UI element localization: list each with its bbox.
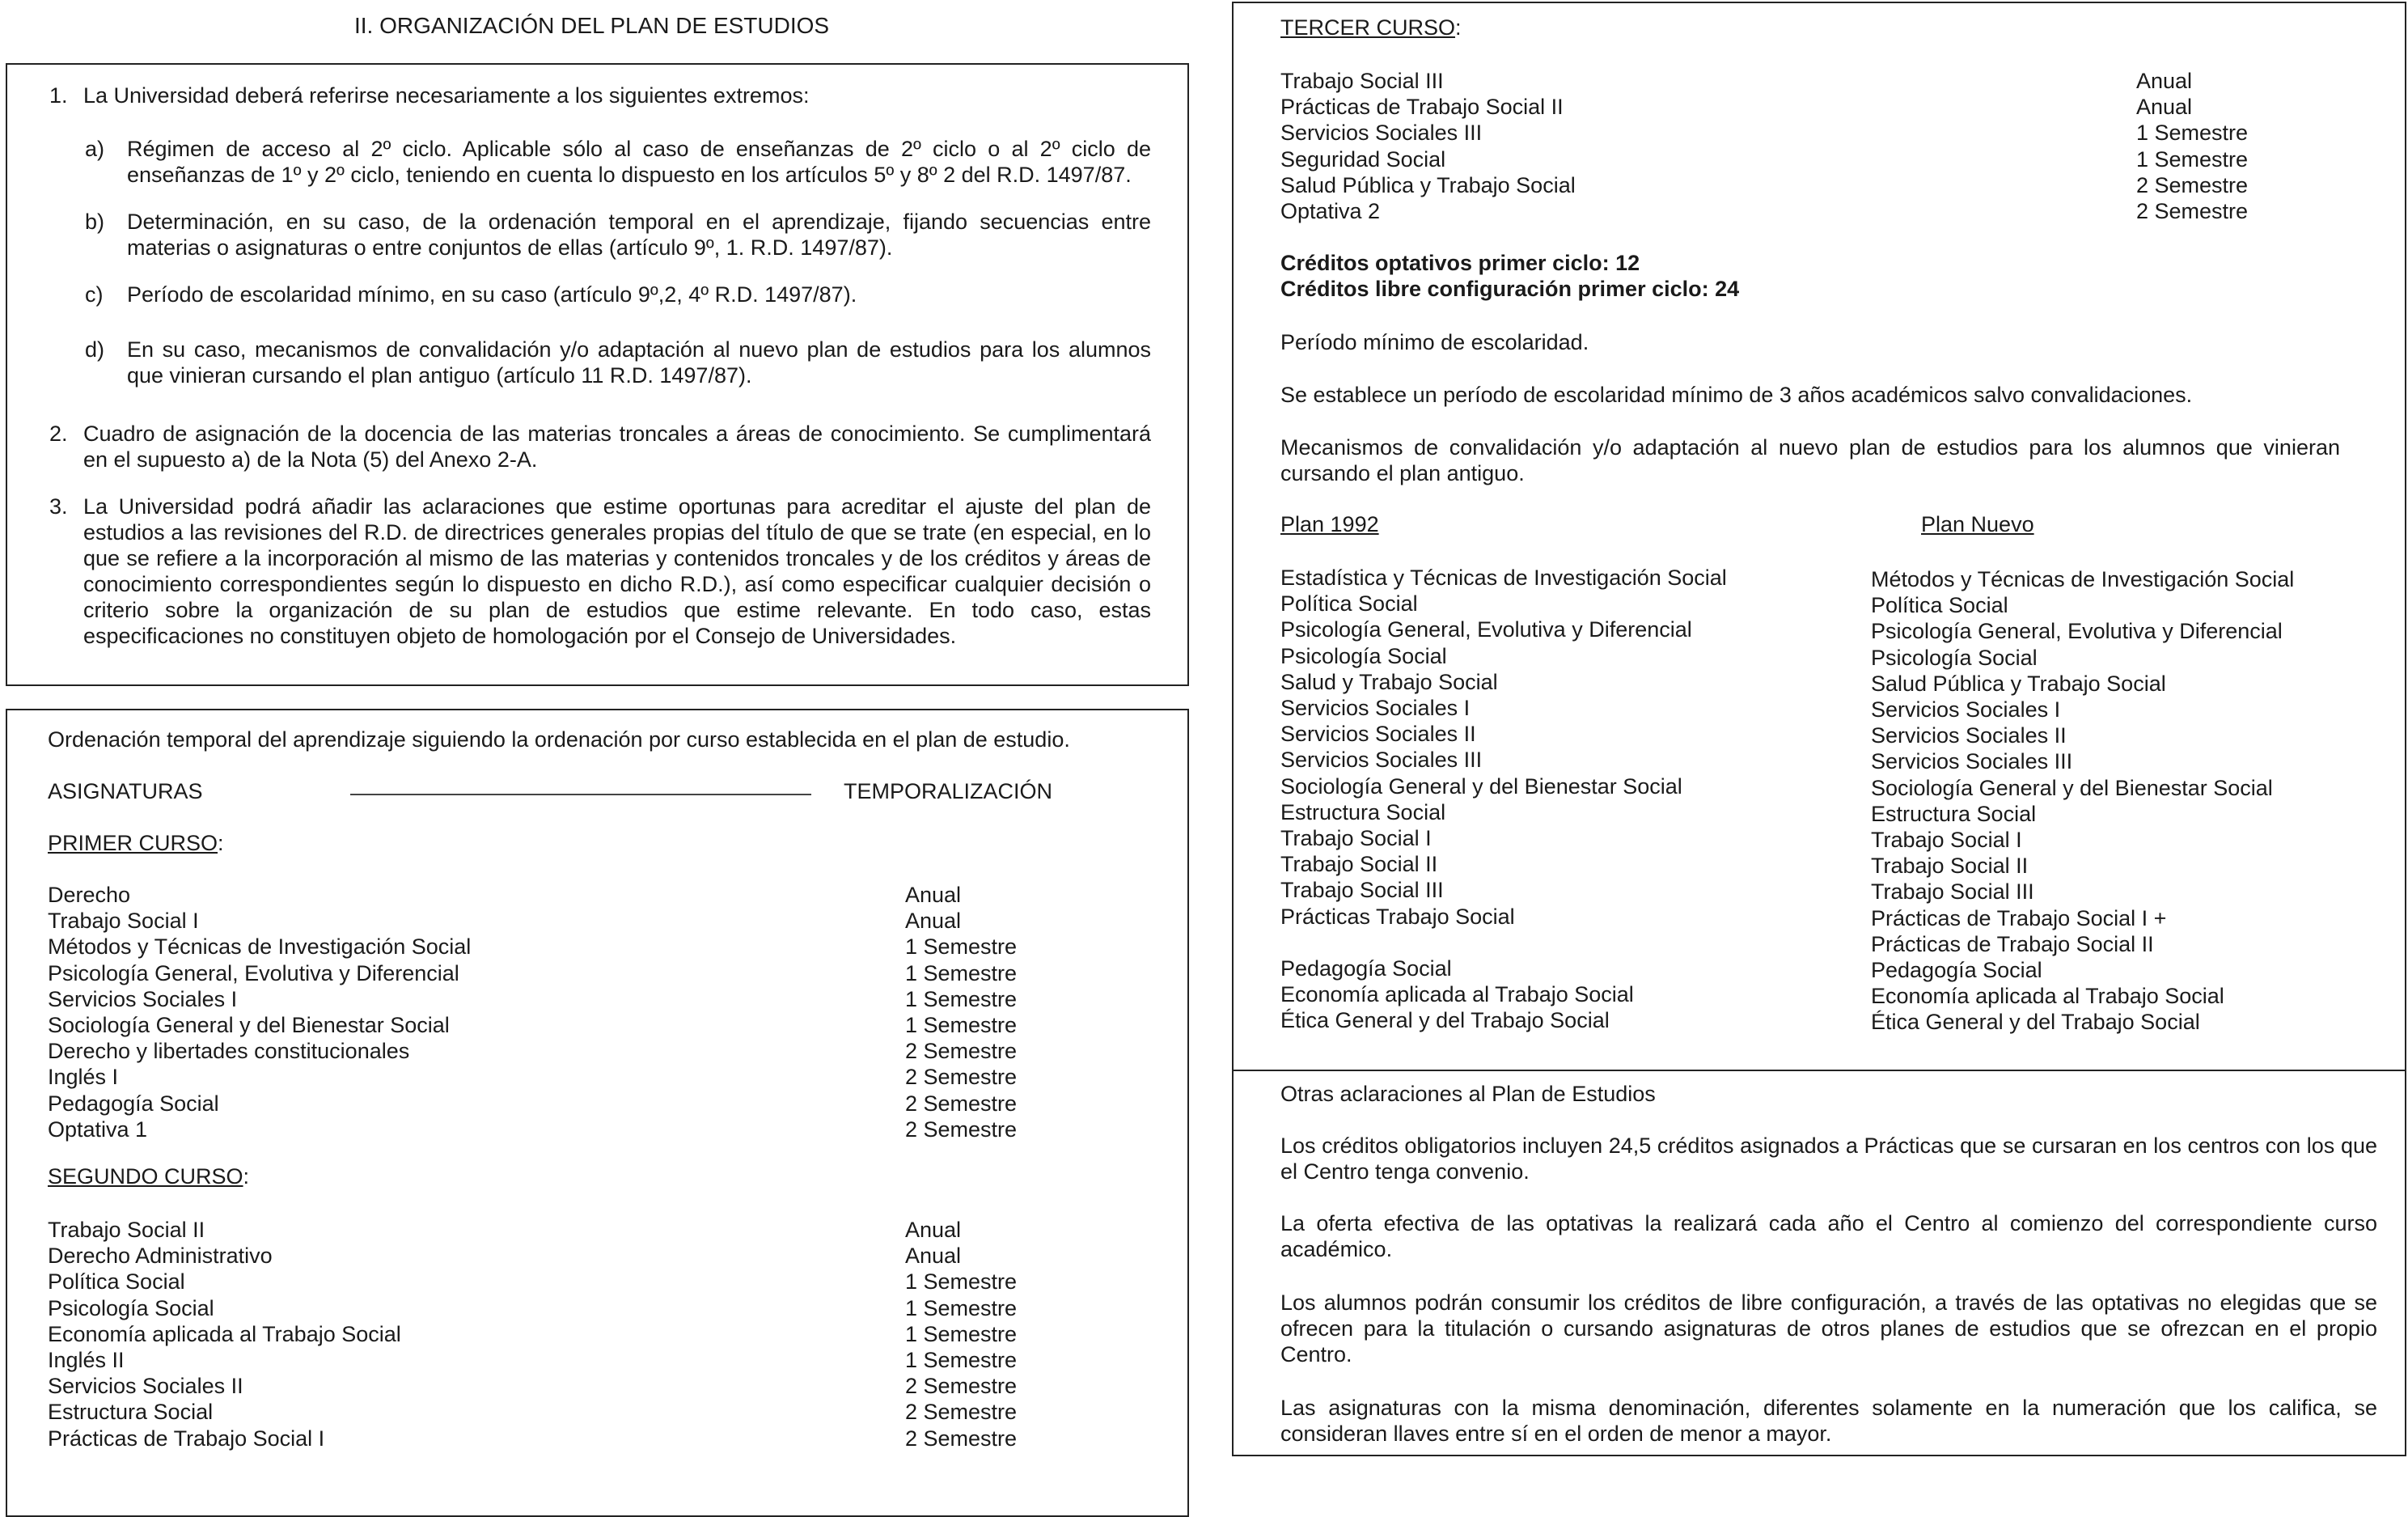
subject-name: Psicología General, Evolutiva y Diferencial (48, 960, 459, 985)
plan-subject: Trabajo Social II (1871, 854, 2029, 879)
requirements-box (6, 63, 1189, 686)
subject-timing: 2 Semestre (2136, 199, 2249, 223)
subject-name: Salud Pública y Trabajo Social (1280, 172, 1576, 197)
clarification-paragraph: La oferta efectiva de las optativas la realizará cada año el Centro al comienzo del correspondiente curso académico. (1280, 1211, 2377, 1261)
plan-subject: Ética General y del Trabajo Social (1280, 1008, 1610, 1033)
column-header-subjects: ASIGNATURAS (48, 779, 203, 803)
plan-subject: Salud y Trabajo Social (1280, 669, 1498, 694)
subject-timing: Anual (905, 1244, 962, 1269)
subject-name: Psicología Social (48, 1295, 214, 1320)
box-intro: Ordenación temporal del aprendizaje siguiendo la ordenación por curso establecida en el plan de estudio. (48, 727, 1070, 752)
subject-timing: 2 Semestre (905, 1039, 1018, 1064)
subject-name: Optativa 2 (1280, 199, 1381, 223)
course-heading-colon: : (243, 1164, 250, 1189)
course-heading (48, 1163, 249, 1189)
subject-timing: 2 Semestre (905, 1374, 1018, 1399)
subject-timing: 2 Semestre (905, 1117, 1018, 1142)
plan-subject: Trabajo Social III (1280, 878, 1444, 903)
plan-subject: Servicios Sociales II (1280, 722, 1476, 747)
subject-name: Política Social (48, 1269, 185, 1295)
subject-name: Sociología General y del Bienestar Social (48, 1013, 450, 1037)
subject-timing: Anual (2136, 69, 2193, 93)
temporal-order-box (6, 709, 1189, 1517)
course-heading-text: PRIMER CURSO (48, 831, 218, 855)
subject-timing: 2 Semestre (905, 1091, 1018, 1116)
item-number: 2. (49, 422, 68, 446)
plan-subject: Prácticas de Trabajo Social II (1871, 931, 2154, 956)
subject-timing: 1 Semestre (905, 934, 1018, 960)
plan-subject: Política Social (1280, 591, 1418, 617)
subject-timing: 2 Semestre (905, 1426, 1018, 1451)
subject-timing: 1 Semestre (905, 986, 1018, 1011)
subject-name: Trabajo Social III (1280, 69, 1444, 93)
third-year-box (1232, 2, 2406, 1071)
subject-name: Inglés II (48, 1348, 125, 1372)
item-number: 1. (49, 83, 68, 108)
course-heading (48, 830, 224, 856)
plan-subject: Política Social (1871, 593, 2008, 618)
subject-timing: 1 Semestre (905, 1321, 1018, 1346)
subject-name: Derecho y libertades constitucionales (48, 1039, 410, 1064)
clarification-paragraph: Los alumnos podrán consumir los créditos de libre configuración, a través de las optativas no elegidas que se ofrecen para la titulación o cursando asignaturas de otros planes de estudios que se ofrezcan en el propio Centro. (1280, 1290, 2377, 1367)
subject-name: Prácticas de Trabajo Social I (48, 1426, 325, 1451)
subject-name: Servicios Sociales III (1280, 121, 1483, 146)
plan-subject: Pedagogía Social (1280, 956, 1452, 981)
subject-timing: 2 Semestre (905, 1065, 1018, 1090)
subject-name: Estructura Social (48, 1400, 214, 1425)
plan-subject: Trabajo Social II (1280, 852, 1438, 877)
subject-name: Derecho (48, 883, 131, 907)
plan-subject: Estadística y Técnicas de Investigación Social (1280, 566, 1727, 590)
optional-credits: Créditos optativos primer ciclo: 12 (1280, 251, 1640, 275)
subject-name: Derecho Administrativo (48, 1244, 273, 1269)
plan-subject: Trabajo Social III (1871, 879, 2034, 905)
subitem-text: Régimen de acceso al 2º ciclo. Aplicable sólo al caso de enseñanzas de 2º ciclo o al 2º ciclo de enseñanzas de 1º y 2º ciclo, teniendo en cuenta lo dispuesto en los artículos 5º y 8º 2 del R.D. 1497/87. (127, 137, 1151, 187)
plan-subject: Servicios Sociales III (1280, 748, 1483, 773)
subject-timing: Anual (905, 909, 962, 934)
other-clarifications-box (1232, 1070, 2406, 1456)
plan-subject: Trabajo Social I (1871, 828, 2022, 852)
clarifications-heading: Otras aclaraciones al Plan de Estudios (1280, 1082, 1656, 1106)
plan-subject: Psicología General, Evolutiva y Diferencial (1871, 619, 2283, 644)
column-header-timing: TEMPORALIZACIÓN (844, 779, 1053, 803)
course-heading (1280, 15, 1462, 40)
subject-name: Trabajo Social II (48, 1218, 205, 1242)
min-period-text: Se establece un período de escolaridad mínimo de 3 años académicos salvo convalidaciones. (1280, 383, 2193, 407)
clarification-paragraph: Los créditos obligatorios incluyen 24,5 créditos asignados a Prácticas que se cursaran en los centros con los que el Centro tenga convenio. (1280, 1134, 2377, 1184)
item-text: Cuadro de asignación de la docencia de las materias troncales a áreas de conocimiento. Se cumplimentará en el supuesto a) de la Nota (5) del Anexo 2-A. (83, 422, 1151, 472)
subject-timing: 1 Semestre (905, 1348, 1018, 1372)
clarification-paragraph: Las asignaturas con la misma denominación, diferentes solamente en la numeración que los califica, se consideran llaves entre sí en el orden de menor a mayor. (1280, 1396, 2377, 1446)
subject-name: Optativa 1 (48, 1117, 148, 1142)
subitem-letter: c) (85, 282, 104, 307)
subject-timing: 2 Semestre (905, 1400, 1018, 1425)
plan-subject: Sociología General y del Bienestar Social (1280, 773, 1682, 799)
subject-name: Servicios Sociales I (48, 986, 238, 1011)
plan-subject: Prácticas de Trabajo Social I + (1871, 905, 2167, 930)
subject-timing: 1 Semestre (905, 1295, 1018, 1320)
plan-subject: Trabajo Social I (1280, 826, 1432, 850)
free-credits: Créditos libre configuración primer ciclo: 24 (1280, 277, 1740, 301)
subject-name: Seguridad Social (1280, 146, 1446, 172)
plan-subject: Economía aplicada al Trabajo Social (1280, 982, 1634, 1007)
plan-subject: Salud Pública y Trabajo Social (1871, 671, 2166, 696)
course-heading-colon: : (1455, 15, 1462, 40)
plan-subject: Pedagogía Social (1871, 958, 2042, 982)
subitem-letter: a) (85, 137, 105, 161)
plan-subject: Estructura Social (1871, 801, 2037, 826)
plan-subject: Prácticas Trabajo Social (1280, 904, 1515, 929)
min-period-heading: Período mínimo de escolaridad. (1280, 330, 1589, 354)
subitem-letter: b) (85, 210, 105, 234)
plan-subject: Psicología Social (1280, 643, 1447, 668)
subitem-letter: d) (85, 337, 105, 362)
plan-subject: Estructura Social (1280, 799, 1446, 824)
plan-subject: Psicología Social (1871, 645, 2038, 670)
subject-timing: 1 Semestre (2136, 146, 2249, 172)
item-text: La Universidad podrá añadir las aclaraciones que estime oportunas para acreditar el ajuste del plan de estudios a las revisiones del R.D. de directrices generales propias del título de que se trate (en especial, en lo que se refiere a la incorporación al mismo de las materias y contenidos troncales y de los créditos y áreas de conocimiento correspondientes según lo dispuesto en dicho R.D.), así como especificar cualquier decisión o criterio sobre la organización de su plan de estudios que estime relevante. En todo caso, estas especificaciones no constituyen objeto de homologación por el Consejo de Universidades. (83, 494, 1151, 648)
item-number: 3. (49, 494, 68, 519)
subject-timing: Anual (2136, 95, 2193, 120)
header-divider (350, 794, 811, 795)
plan-old-heading: Plan 1992 (1280, 512, 1379, 536)
subitem-text: Período de escolaridad mínimo, en su caso (artículo 9º,2, 4º R.D. 1497/87). (127, 282, 857, 307)
convalidation-text: Mecanismos de convalidación y/o adaptación al nuevo plan de estudios para los alumnos que vinieran cursando el plan antiguo. (1280, 435, 2340, 485)
subject-timing: 2 Semestre (2136, 172, 2249, 197)
plan-subject: Servicios Sociales I (1871, 697, 2061, 722)
subitem-text: En su caso, mecanismos de convalidación y/o adaptación al nuevo plan de estudios para los alumnos que vinieran cursando el plan antiguo (artículo 11 R.D. 1497/87). (127, 337, 1151, 388)
plan-subject: Servicios Sociales II (1871, 723, 2067, 748)
subject-timing: 1 Semestre (905, 960, 1018, 985)
plan-subject: Servicios Sociales III (1871, 749, 2073, 774)
subject-name: Economía aplicada al Trabajo Social (48, 1321, 401, 1346)
plan-new-heading: Plan Nuevo (1921, 512, 2034, 536)
course-heading-text: TERCER CURSO (1280, 15, 1456, 40)
subject-name: Pedagogía Social (48, 1091, 219, 1116)
plan-subject: Economía aplicada al Trabajo Social (1871, 984, 2224, 1009)
subject-name: Inglés I (48, 1065, 119, 1090)
page-title: II. ORGANIZACIÓN DEL PLAN DE ESTUDIOS (354, 13, 830, 38)
subject-timing: Anual (905, 883, 962, 907)
course-heading-text: SEGUNDO CURSO (48, 1164, 243, 1189)
plan-subject: Psicología General, Evolutiva y Diferencial (1280, 617, 1692, 642)
subject-timing: Anual (905, 1218, 962, 1242)
plan-subject: Sociología General y del Bienestar Social (1871, 775, 2273, 800)
subject-name: Prácticas de Trabajo Social II (1280, 95, 1564, 120)
subject-name: Servicios Sociales II (48, 1374, 243, 1399)
subject-timing: 1 Semestre (2136, 121, 2249, 146)
subject-name: Trabajo Social I (48, 909, 199, 934)
plan-subject: Ética General y del Trabajo Social (1871, 1010, 2200, 1035)
plan-subject: Servicios Sociales I (1280, 696, 1471, 720)
subject-timing: 1 Semestre (905, 1013, 1018, 1037)
subject-name: Métodos y Técnicas de Investigación Social (48, 934, 472, 960)
item-text: La Universidad deberá referirse necesariamente a los siguientes extremos: (83, 83, 810, 108)
course-heading-colon: : (218, 831, 224, 855)
subitem-text: Determinación, en su caso, de la ordenación temporal en el aprendizaje, fijando secuencias entre materias o asignaturas o entre conjuntos de ellas (artículo 9º, 1. R.D. 1497/87). (127, 210, 1151, 260)
plan-subject: Métodos y Técnicas de Investigación Social (1871, 567, 2295, 591)
subject-timing: 1 Semestre (905, 1269, 1018, 1295)
